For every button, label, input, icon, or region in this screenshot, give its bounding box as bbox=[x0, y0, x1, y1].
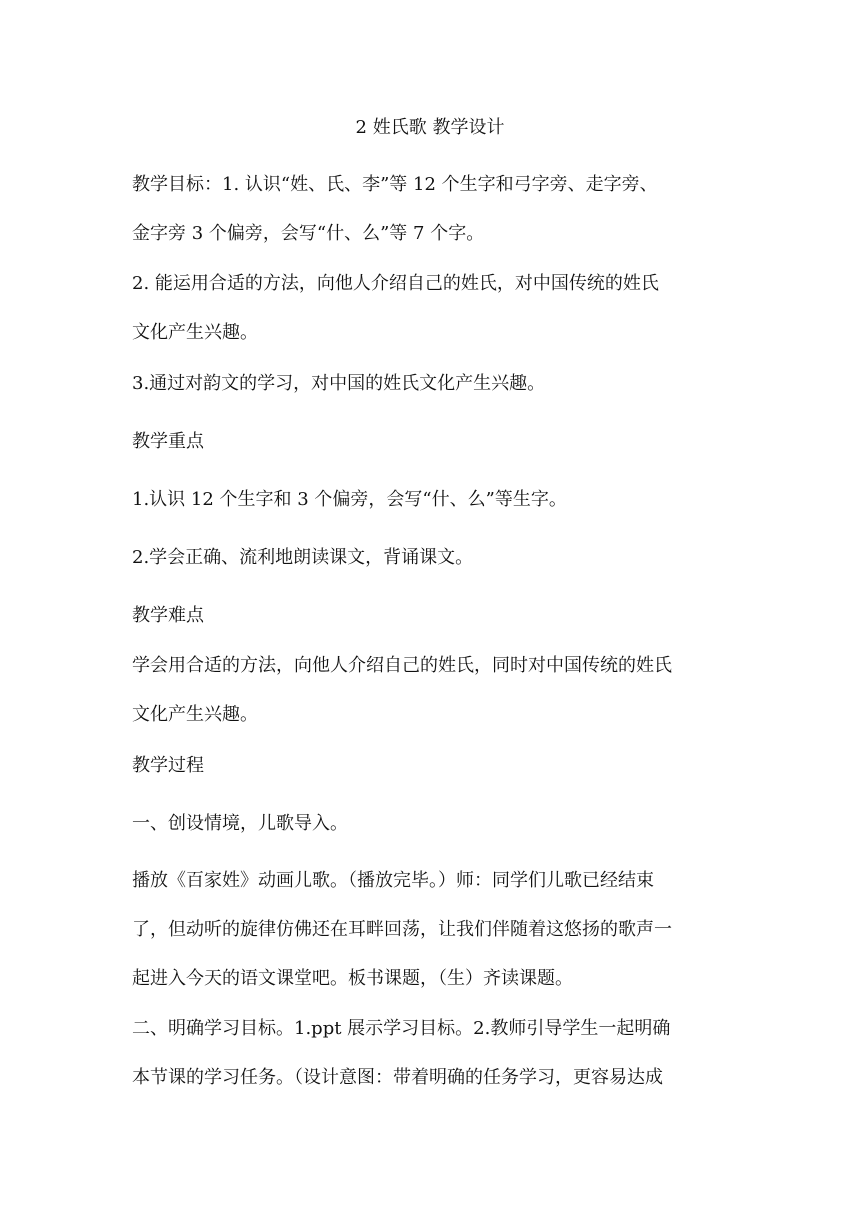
process-step-1-text bbox=[132, 856, 732, 1003]
text-line: 二、明确学习目标。1.ppt 展示学习目标。2.教师引导学生一起明确 bbox=[132, 1018, 671, 1039]
key-point-1 bbox=[132, 475, 732, 524]
text-line: 教学重点 bbox=[132, 431, 204, 452]
text-line: 2.学会正确、流利地朗读课文，背诵课文。 bbox=[132, 547, 474, 568]
teaching-goal-3 bbox=[132, 359, 732, 408]
text-line: 播放《百家姓》动画儿歌。（播放完毕。）师：同学们儿歌已经结束 bbox=[132, 870, 654, 891]
text-line: 教学难点 bbox=[132, 605, 204, 626]
text-line: 教学过程 bbox=[132, 755, 204, 776]
text-line: 本节课的学习任务。（设计意图：带着明确的任务学习，更容易达成 bbox=[132, 1067, 663, 1088]
text-line: 2. 能运用合适的方法，向他人介绍自己的姓氏，对中国传统的姓氏 bbox=[132, 273, 659, 294]
process-step-1-heading bbox=[132, 799, 732, 848]
difficulty-text bbox=[132, 641, 732, 739]
text-line: 起进入今天的语文课堂吧。板书课题，（生）齐读课题。 bbox=[132, 968, 573, 989]
key-point-2 bbox=[132, 533, 732, 582]
section-heading-key-points bbox=[132, 417, 732, 466]
text-line: 3.通过对韵文的学习，对中国的姓氏文化产生兴趣。 bbox=[132, 373, 546, 394]
text-line: 了，但动听的旋律仿佛还在耳畔回荡，让我们伴随着这悠扬的歌声一 bbox=[132, 919, 672, 940]
text-line: 文化产生兴趣。 bbox=[132, 322, 258, 343]
text-line: 1.认识 12 个生字和 3 个偏旁，会写“什、么”等生字。 bbox=[132, 489, 567, 510]
process-step-2-text bbox=[132, 1004, 732, 1102]
text-line: 文化产生兴趣。 bbox=[132, 704, 258, 725]
teaching-goal-1 bbox=[132, 160, 732, 258]
document-title: 2 姓氏歌 教学设计 bbox=[355, 117, 505, 138]
text-line: 教学目标：1. 认识“姓、氏、李”等 12 个生字和弓字旁、走字旁、 bbox=[132, 174, 658, 195]
text-line: 金字旁 3 个偏旁，会写“什、么”等 7 个字。 bbox=[132, 223, 485, 244]
text-line: 一、创设情境，儿歌导入。 bbox=[132, 813, 348, 834]
section-heading-process bbox=[132, 741, 732, 790]
section-heading-difficulties bbox=[132, 591, 732, 640]
text-line: 学会用合适的方法，向他人介绍自己的姓氏，同时对中国传统的姓氏 bbox=[132, 655, 672, 676]
teaching-goal-2 bbox=[132, 259, 732, 357]
